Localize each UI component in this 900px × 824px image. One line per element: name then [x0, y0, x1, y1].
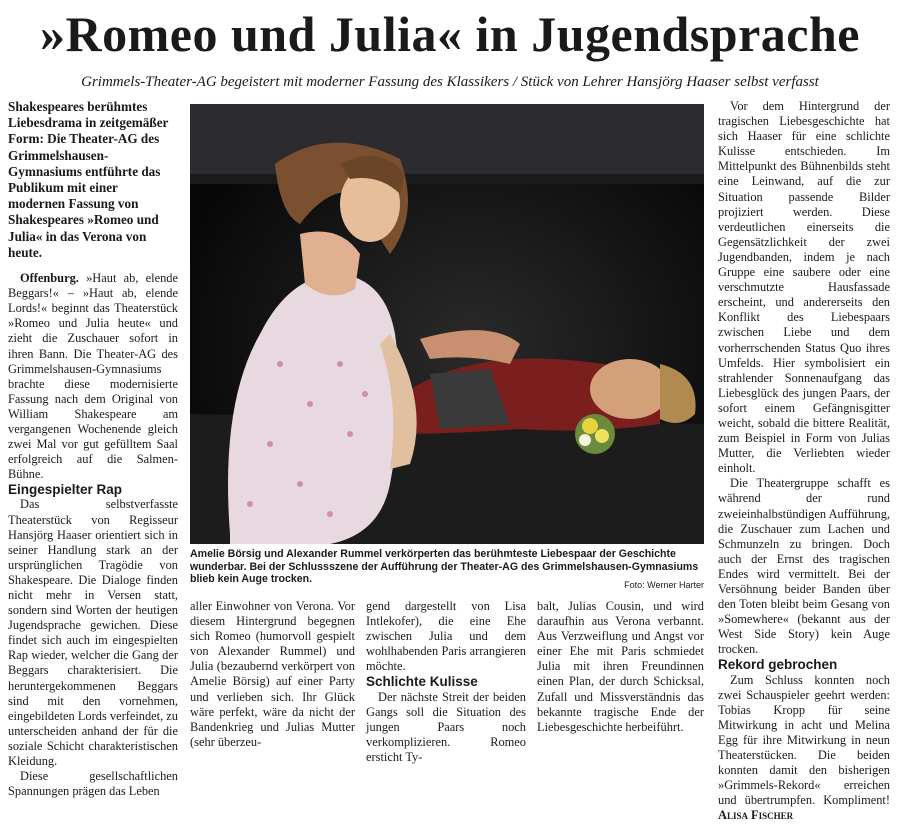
photo-credit: Foto: Werner Harter: [624, 580, 704, 590]
body-text: »Haut ab, elende Beggars!« – »Haut ab, elende Lords!« beginnt das Theaterstück »Romeo und Julia heute« und zieht die Zuschauer sofort in ihren Bann. Die Theater-AG des Grimmelshausen-Gymnasiums brachte diese modernisierte Fassung nach dem Original von William Shakespeare am vergangenen Wochenende gleich zwei Mal vor gut gefülltem Saal erfolgreich auf die Salmen-Bühne.: [8, 271, 178, 482]
subheading-rekord: Rekord gebrochen: [718, 657, 838, 673]
body-paragraph: gend dargestellt von Lisa Intlekofer), die eine Ehe zwischen Julia und dem wohlhabenden Paris arrangieren möchte.: [366, 599, 526, 674]
body-paragraph: Diese gesellschaftlichen Spannungen prägen das Leben: [8, 769, 178, 799]
column-1: [8, 99, 178, 799]
stage-scene-image: [190, 104, 704, 544]
body-paragraph: [718, 673, 890, 824]
column-5: [718, 99, 890, 824]
body-paragraph: aller Einwohner von Verona. Vor diesem Hintergrund begegnen sich Romeo (humorvoll gespielt von Alexander Rummel) und Julia (bezaubernd verkörpert von Amelie Börsig) auf einer Party und verlieben sich. Ihr Glück wäre perfekt, wäre da nicht der Bandenkrieg und Julias Mutter (sehr überzeu-: [190, 599, 355, 749]
column-4: [537, 599, 704, 735]
body-paragraph: Das selbstverfasste Theaterstück von Regisseur Hansjörg Haaser orientiert sich in seiner Handlung stark an der ursprünglichen Tragödie von Shakespeare. Die Dialoge finden nicht mehr in Versen statt, sondern sind Worten der heutigen Jugendsprache gewichen. Diese findet sich auch im eingespielten Rap wieder, welcher die Gang der Beggars charakterisiert. Die heruntergekommenen Beggars sind mit den vornehmen, eingebildeten Lords verfeindet, zu unterscheiden anhand der für die soziale Schicht charakteristischen Kleidung.: [8, 497, 178, 769]
body-paragraph: Vor dem Hintergrund der tragischen Liebesgeschichte hat sich Haaser für eine schlichte Kulisse entschieden. Im Mittelpunkt des Bühnenbilds steht eine Leinwand, auf die zur Situation passende Bilder projiziert werden. Diese verdeutlichen einerseits die Gegensätzlichkeit der zwei Jugendbanden, indem je nach Gruppe eine saubere oder eine verschmutzte Hausfassade erscheint, und andererseits den Konflikt des Liebespaars zwischen Liebe und dem vorherrschenden Status Quo ihres Umfelds. Hier symbolisiert ein strahlender Sonnenaufgang das Liebesglück des jungen Paars, der sofort einem Gefängnisgitter weicht, sobald die bittere Realität, zum Beispiel in Form von Julias Mutter, die Verliebten wieder einholt.: [718, 99, 890, 476]
column-2: [190, 599, 355, 750]
body-paragraph: Der nächste Streit der beiden Gangs soll die Situation des jungen Paars noch verkomplizieren. Romeo ersticht Ty-: [366, 689, 526, 764]
headline: »Romeo und Julia« in Jugendsprache: [40, 6, 860, 62]
body-text: Zum Schluss konnten noch zwei Schauspieler geehrt werden: Tobias Kropp für seine Mitwirkung in acht und Melina Egg für ihre Mitwirkung in neun Theaterstücken. Die beiden konnten damit den bisherigen »Grimmels-Rekord« erreichen und übertrumpfen. Kompliment!: [718, 672, 890, 808]
dateline: Offenburg.: [20, 271, 79, 286]
body-paragraph: Die Theatergruppe schafft es während der rund zweieinhalbstündigen Aufführung, die Zuschauer zum Lachen und Schmunzeln zu bringen. Doch auch der Ernst des tragischen Endes wird vermittelt. Bei der Versöhnung beider Banden über den Toten bleibt beim Gesang von »Somewhere« (bekannt aus der West Side Story) kein Auge trocken.: [718, 476, 890, 657]
lead-paragraph: Shakespeares berühmtes Liebesdrama in zeitgemäßer Form: Die Theater-AG des Grimmelshausen-Gymnasiums entführte das Publikum mit einer modernen Fassung von Shakespeares »Romeo und Julia« in das Verona von heute.: [8, 99, 169, 260]
subheading-rap: Eingespielter Rap: [8, 482, 123, 498]
article-photo: [190, 104, 704, 544]
body-paragraph: [8, 271, 178, 482]
body-paragraph: balt, Julias Cousin, und wird daraufhin aus Verona verbannt. Aus Verzweiflung und Angst vor einer Ehe mit Paris schmiedet Julia mit ihren Freundinnen einen Plan, der durch Schicksal, Zufall und Missverständnis das bekannte tragische Ende der Liebesgeschichte herbeiführt.: [537, 599, 704, 734]
photo-caption: Amelie Börsig und Alexander Rummel verkörperten das berühmteste Liebespaar der Geschichte wunderbar. Bei der Schlussszene der Aufführung der Theater-AG des Grimmelshausen-Gymnasiums blieb kein Auge trocken.: [190, 548, 699, 586]
subheading-kulisse: Schlichte Kulisse: [366, 674, 478, 690]
author-byline: Alisa Fischer: [718, 808, 794, 823]
subheadline: Grimmels-Theater-AG begeistert mit moderner Fassung des Klassikers / Stück von Lehrer Hansjörg Haaser selbst verfasst: [81, 74, 819, 90]
column-3: [366, 599, 526, 765]
